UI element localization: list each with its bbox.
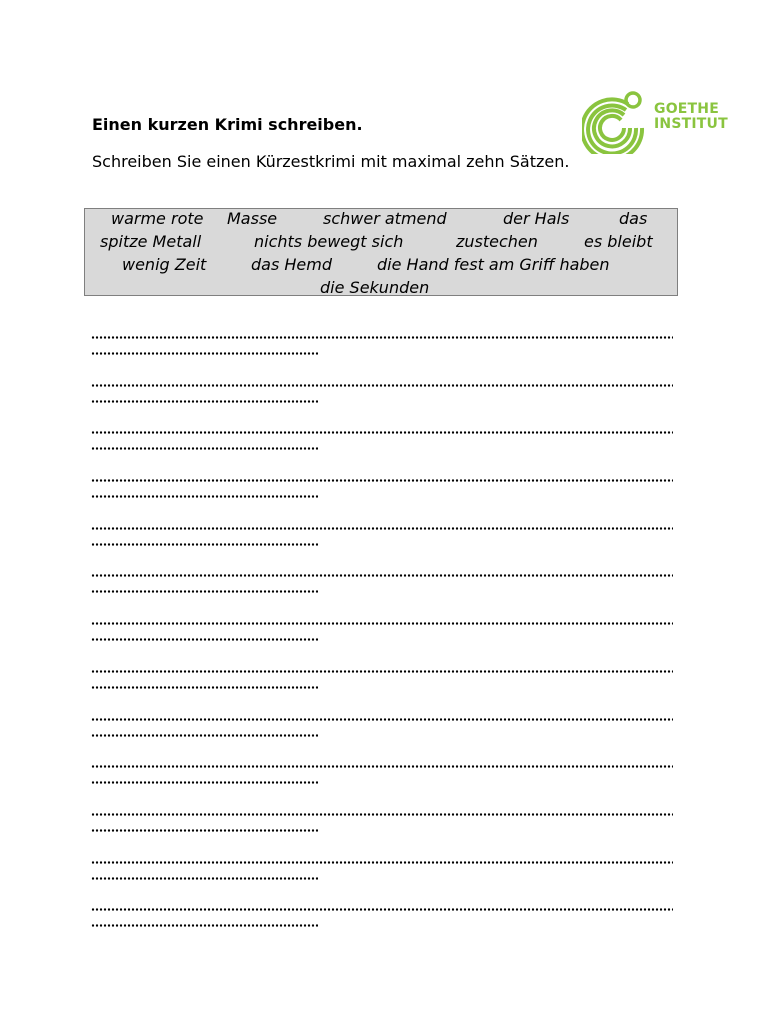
word-box [84, 208, 678, 296]
dotted-line-short [91, 543, 318, 546]
dotted-line-long [91, 908, 673, 911]
dotted-line-long [91, 336, 673, 339]
dotted-line-long [91, 765, 673, 768]
logo-text-line1: GOETHE [654, 101, 719, 117]
logo-text-line2: INSTITUT [654, 116, 728, 132]
dotted-line-short [91, 447, 318, 450]
dotted-line-long [91, 384, 673, 387]
dotted-line-long [91, 718, 673, 721]
dotted-line-short [91, 590, 318, 593]
dotted-line-short [91, 924, 318, 927]
dotted-line-short [91, 686, 318, 689]
dotted-line-short [91, 829, 318, 832]
word-item: die Hand fest am Griff haben [377, 255, 610, 274]
logo-text [654, 102, 728, 132]
dotted-line-short [91, 400, 318, 403]
word-item: der Hals [503, 209, 570, 228]
dotted-line-short [91, 495, 318, 498]
word-item: schwer atmend [323, 209, 447, 228]
word-item: Masse [227, 209, 278, 228]
goethe-logo-mark-icon [582, 90, 646, 154]
dotted-line-short [91, 638, 318, 641]
page-title: Einen kurzen Krimi schreiben. [92, 115, 363, 134]
dotted-line-long [91, 527, 673, 530]
word-item: es bleibt [584, 232, 653, 251]
word-item: warme rote [111, 209, 204, 228]
word-item: das Hemd [251, 255, 332, 274]
dotted-line-long [91, 574, 673, 577]
dotted-line-short [91, 877, 318, 880]
dotted-line-long [91, 813, 673, 816]
word-item: wenig Zeit [122, 255, 207, 274]
dotted-line-long [91, 670, 673, 673]
dotted-line-long [91, 479, 673, 482]
dotted-line-short [91, 352, 318, 355]
word-item: zustechen [456, 232, 538, 251]
instruction-text: Schreiben Sie einen Kürzestkrimi mit maximal zehn Sätzen. [92, 152, 570, 171]
dotted-line-short [91, 734, 318, 737]
dotted-line-short [91, 781, 318, 784]
dotted-line-long [91, 431, 673, 434]
goethe-institut-logo [582, 90, 732, 150]
dotted-line-long [91, 622, 673, 625]
dotted-line-long [91, 861, 673, 864]
word-item: nichts bewegt sich [254, 232, 404, 251]
word-item: spitze Metall [100, 232, 202, 251]
word-item: die Sekunden [320, 278, 430, 297]
word-item: das [619, 209, 648, 228]
